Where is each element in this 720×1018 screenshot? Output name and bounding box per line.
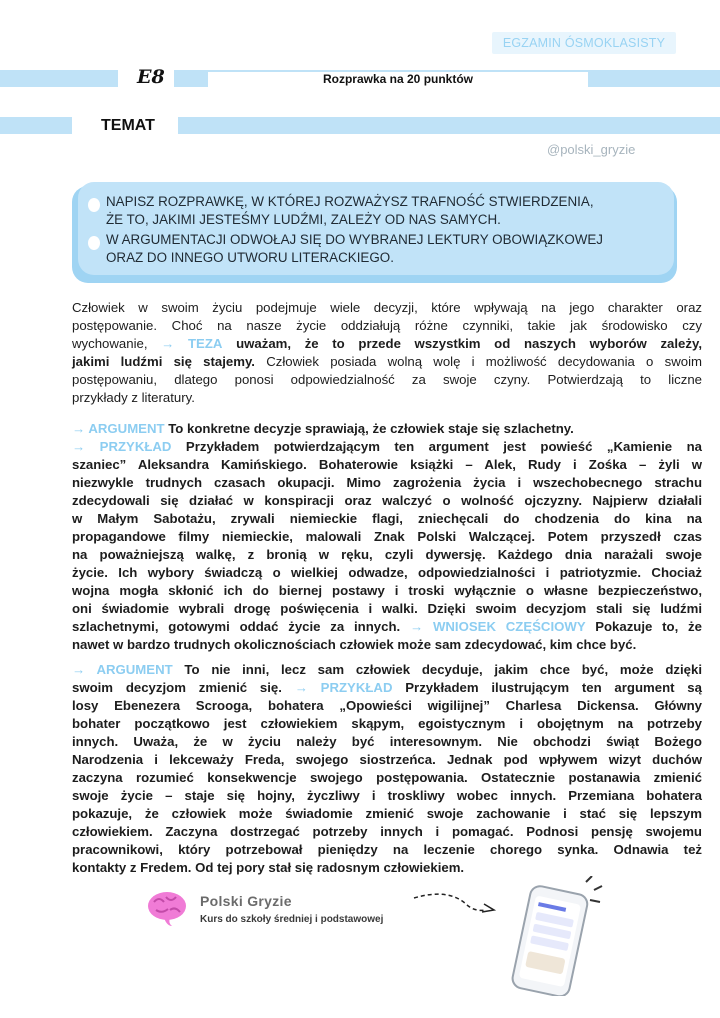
- thesis-text: jakimi ludźmi się stajemy.: [72, 354, 255, 369]
- text-line: człowiekiem. Zaczyna dostrzegać potrzeby innych i pomagać. Podnosi pensję swojemu: [72, 824, 702, 839]
- text-line: [72, 661, 702, 679]
- bullet-icon: [88, 198, 100, 212]
- text-line: [72, 618, 702, 636]
- text-line: propagandowe filmy niemieckie, malowali Znak Polski Walczącej. Potem przyszedł czas: [72, 529, 702, 544]
- task-line: ŻE TO, JAKIMI JESTEŚMY LUDŹMI, ZALEŻY OD NAS SAMYCH.: [106, 212, 501, 227]
- text-line: [72, 679, 702, 697]
- text-line: pracownikowi, który potrzebował pieniędzy na leczenie chorego synka. Odnawia też: [72, 842, 702, 857]
- bullet-icon: [88, 236, 100, 250]
- text-line: oni świadomie wybrali drogę poświęcenia i walki. Dzięki swoim decyzjom stali się ludźmi: [72, 601, 702, 616]
- text-line: [72, 335, 702, 353]
- example-label: → PRZYKŁAD: [72, 439, 172, 454]
- text-line: kontakty z Fredem. Od tej pory stał się radosnym człowiekiem.: [72, 860, 465, 875]
- text-line: Człowiek w swoim życiu podejmuje wiele decyzji, które wpływają na jego charakter oraz: [72, 300, 702, 315]
- text-fragment: szlachetnymi, gotowymi oddać życie za innych.: [72, 619, 401, 634]
- argument-text: To nie inni, lecz sam człowiek decyduje, jakim chce być, może dzięki: [184, 662, 702, 677]
- phone-icon: [498, 876, 608, 996]
- text-line: przykłady z literatury.: [72, 390, 195, 405]
- section-band-left: [0, 117, 72, 134]
- example-label: → PRZYKŁAD: [294, 680, 393, 695]
- text-line: życie. Ich wybory świadczą o wielkiej odwadze, odpowiedzialności i patriotyzmie. Chociaż: [72, 565, 702, 580]
- intro-paragraph: [72, 299, 702, 407]
- text-line: zaczyna rozumieć konsekwencje swojego postępowania. Ostatecznie postanawia zmienić: [72, 770, 702, 785]
- argument-label: → ARGUMENT: [72, 421, 165, 436]
- argument-paragraph-2: [72, 661, 702, 877]
- text-line: bohater początkowo jest człowiekiem skąpym, egoistycznym i obojętnym na potrzeby: [72, 716, 702, 731]
- argument-text: swoim decyzjom zmienić się.: [72, 680, 282, 695]
- text-line: niezwykle trudnych czasach okupacji. Mimo zagrożenia życia i wszechobecnego strachu: [72, 475, 702, 490]
- section-band: [178, 117, 720, 134]
- argument-paragraph-1: [72, 420, 702, 654]
- text-line: swoje życie – staje się hojny, życzliwy i troskliwy wobec innych. Przemiana bohatera: [72, 788, 702, 803]
- text-line: [72, 353, 702, 371]
- conclusion-label: → WNIOSEK CZĘŚCIOWY: [409, 619, 586, 634]
- text-line: Narodzenia i lekceważy Freda, swojego siostrzeńca. Jednak pod wpływem wizyt duchów: [72, 752, 702, 767]
- text-line: postępowanie. Choć na nasze życie oddziałują różne czynniki, takie jak środowisko czy: [72, 318, 702, 333]
- text-line: losy Ebenezera Scrooga, bohatera „Opowieści wigilijnej” Charlesa Dickensa. Główny: [72, 698, 702, 713]
- page-title: Rozprawka na 20 punktów: [322, 72, 474, 86]
- social-handle: @polski_gryzie: [547, 142, 636, 157]
- text-line: innych. Uważa, że w życiu należy być interesownym. Nie obchodzi świąt Bożego: [72, 734, 702, 749]
- text-fragment: Człowiek posiada wolną wolę i możliwość decydowania o swoim: [266, 354, 702, 369]
- brand-tagline: Kurs do szkoły średniej i podstawowej: [200, 914, 384, 925]
- argument-label: → ARGUMENT: [72, 662, 173, 677]
- text-line: szaniec” Aleksandra Kamińskiego. Bohaterowie książki – Alek, Rudy i Zośka – żyli w: [72, 457, 702, 472]
- example-text: Przykładem potwierdzającym ten argument jest powieść „Kamienie na: [185, 439, 702, 454]
- teza-label: → TEZA: [161, 336, 223, 351]
- task-line: NAPISZ ROZPRAWKĘ, W KTÓREJ ROZWAŻYSZ TRAFNOŚĆ STWIERDZENIA,: [106, 194, 594, 209]
- text-line: nawet w bardzo trudnych okolicznościach człowiek może sam zdecydować, kim chce być.: [72, 637, 637, 652]
- task-line: ORAZ DO INNEGO UTWORU LITERACKIEGO.: [106, 250, 394, 265]
- text-line: w Małym Sabotażu, zrywali niemieckie flagi, zniechęcali do chodzenia do kina na: [72, 511, 702, 526]
- brain-icon: [146, 888, 188, 928]
- example-text: Przykładem ilustrującym ten argument są: [405, 680, 702, 695]
- code-label: E8: [137, 66, 165, 88]
- text-line: [72, 420, 702, 438]
- section-title: TEMAT: [101, 117, 155, 134]
- text-line: zdecydowali się działać w konspiracji oraz walczyć o wolność ojczyzny. Najpierw działali: [72, 493, 702, 508]
- text-line: wojna mogła skłonić ich do biernej postawy i troski wyłącznie o własne bezpieczeństwo,: [72, 583, 702, 598]
- argument-text: To konkretne decyzje sprawiają, że człowiek staje się szlachetny.: [168, 421, 574, 436]
- exam-badge: EGZAMIN ÓSMOKLASISTY: [492, 32, 676, 54]
- task-line: W ARGUMENTACJI ODWOŁAJ SIĘ DO WYBRANEJ LEKTURY OBOWIĄZKOWEJ: [106, 232, 603, 247]
- text-line: pokazuje, że człowiek może świadomie zmienić swoje zachowanie i stać się lepszym: [72, 806, 702, 821]
- text-line: na poważniejszą walkę, z bronią w ręku, czyli dywersję. Każdego dnia narażali swoje: [72, 547, 702, 562]
- text-line: postępowaniu, dlatego ponosi odpowiedzialność za swoje czyny. Potwierdzają to liczne: [72, 372, 702, 387]
- arrow-icon: [410, 884, 502, 924]
- text-line: [72, 438, 702, 456]
- thesis-text: uważam, że to przede wszystkim od naszych wyborów zależy,: [236, 336, 702, 351]
- brand-name: Polski Gryzie: [200, 893, 292, 909]
- conclusion-text: Pokazuje to, że: [595, 619, 702, 634]
- text-fragment: wychowanie,: [72, 336, 148, 351]
